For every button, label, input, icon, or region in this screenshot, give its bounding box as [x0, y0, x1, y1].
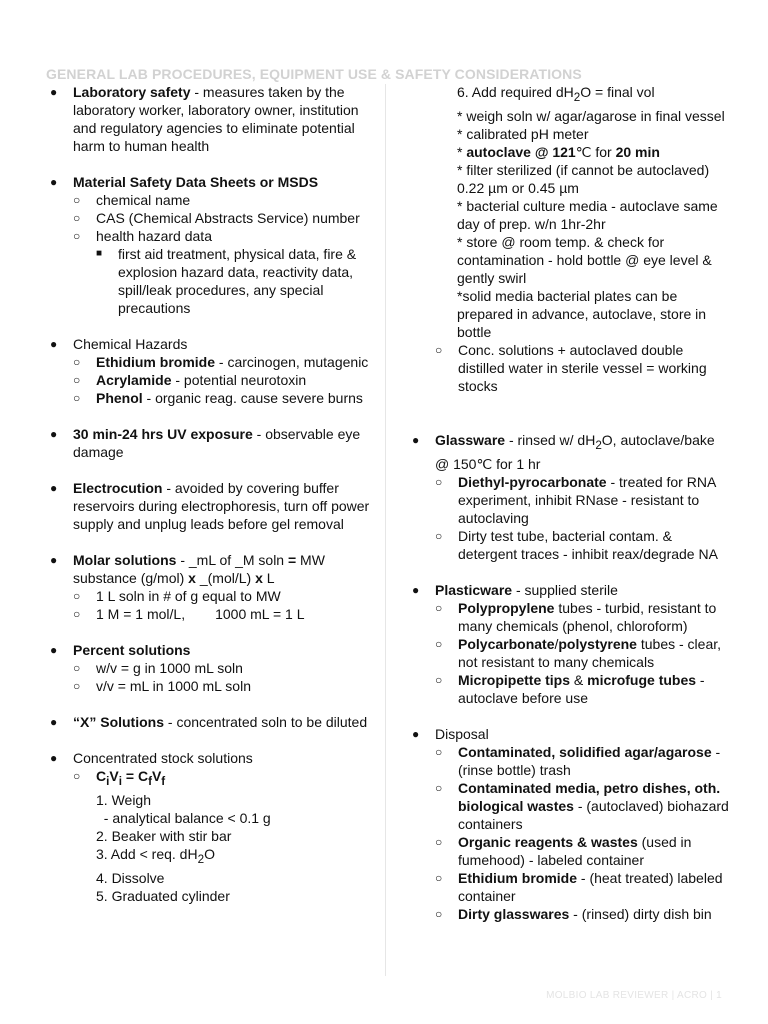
- list-item: ○ w/v = g in 1000 mL soln: [73, 660, 243, 676]
- bullet-dot-icon: ●: [50, 481, 58, 495]
- column-divider: [385, 84, 386, 976]
- list-item: ○ Polycarbonate/polystyrene tubes - clear, not resistant to many chemicals: [435, 635, 722, 670]
- stock-solutions-item: ● Concentrated stock solutions ○ $C_iV_i = C_fV_f$ 1. Weigh - analytical balance < 0.1 g 2. Beaker with stir bar 3. Add < req. $dH_2O$ 4. Dissolve 5. Graduated cylinder: [50, 749, 372, 905]
- page-title: GENERAL LAB PROCEDURES, EQUIPMENT USE & SAFETY CONSIDERATIONS: [46, 66, 582, 82]
- step: 5. Graduated cylinder: [96, 887, 230, 904]
- list-item: ○ Polypropylene tubes - turbid, resistant to many chemicals (phenol, chloroform): [435, 599, 717, 634]
- molar-solutions-item: ● Molar solutions - _mL of _M soln = MW substance (g/mol) x _(mol/L) x L ○ 1 L soln in # of g equal to MW ○ 1 M = 1 mol/L, 1000 mL = 1 L: [50, 551, 372, 623]
- list-item: ○ Ethidium bromide - carcinogen, mutagenic: [73, 354, 369, 370]
- list-item: ○ Phenol - organic reag. cause severe burns: [73, 390, 363, 406]
- list-item: ○ Organic reagents & wastes (used in fumehood) - labeled container: [435, 833, 692, 868]
- list-item: ○ Dirty test tube, bacterial contam. & detergent traces - inhibit reax/degrade NA: [435, 527, 718, 562]
- bullet-dot-icon: ●: [50, 643, 58, 657]
- disposal-item: ● Disposal ○ Contaminated, solidified agar/agarose - (rinse bottle) trash ○ Contaminated media, petro dishes, oth. biological wastes - (autoclaved) biohazard containers ○ Organic reagents & wastes (used in fumehood) - labeled container ○ Ethidium bromide - (heat treated) labeled container ○ Dirty glasswares - (rinsed) dirty dish bin: [412, 725, 732, 923]
- list-item: ○ Ethidium bromide - (heat treated) labeled container: [435, 869, 723, 904]
- bullet-dot-icon: ●: [50, 751, 58, 765]
- list-item: ○ v/v = mL in 1000 mL soln: [73, 678, 251, 694]
- term: Laboratory safety: [73, 84, 191, 100]
- bullet-square-icon: ■: [96, 248, 103, 259]
- note: * store @ room temp. & check for contamination - hold bottle @ eye level & gently swirl: [457, 233, 712, 286]
- percent-solutions-item: ● Percent solutions ○ w/v = g in 1000 mL soln ○ v/v = mL in 1000 mL soln: [50, 641, 372, 695]
- electrocution-item: ● Electrocution - avoided by covering buffer reservoirs during electrophoresis, turn off power supply and unplug leads before gel removal: [50, 480, 370, 532]
- uv-item: ● 30 min-24 hrs UV exposure - observable eye damage: [50, 426, 361, 460]
- left-column: [50, 83, 372, 905]
- formula: ○ $C_iV_i = C_fV_f$ 1. Weigh - analytical balance < 0.1 g 2. Beaker with stir bar 3. Add < req. $dH_2O$ 4. Dissolve 5. Graduated cylinder: [73, 767, 372, 905]
- note: * autoclave @ 121℃ for 20 min: [457, 143, 660, 160]
- bullet-circle-icon: ○: [435, 672, 443, 687]
- list-item: ○ Dirty glasswares - (rinsed) dirty dish bin: [435, 905, 712, 922]
- plasticware-item: ● Plasticware - supplied sterile ○ Polypropylene tubes - turbid, resistant to many chemicals (phenol, chloroform) ○ Polycarbonate/polystyrene tubes - clear, not resistant to many chemicals ○ Micropipette tips & microfuge tubes - autoclave before use: [412, 581, 732, 707]
- list-item: ○ CAS (Chemical Abstracts Service) number: [73, 210, 360, 226]
- msds-item: [50, 173, 372, 317]
- note: * weigh soln w/ agar/agarose in final vessel: [457, 107, 725, 124]
- chemical-hazards-item: ● Chemical Hazards ○ Ethidium bromide - carcinogen, mutagenic ○ Acrylamide - potential neurotoxin ○ Phenol - organic reag. cause severe burns: [50, 335, 372, 407]
- bullet-circle-icon: ○: [435, 906, 443, 921]
- step: 6. Add required $dH_2O$ = final vol: [457, 84, 655, 104]
- bullet-circle-icon: ○: [73, 769, 81, 783]
- bullet-circle-icon: ○: [73, 661, 81, 675]
- bullet-circle-icon: ○: [73, 193, 81, 207]
- bullet-dot-icon: ●: [50, 715, 58, 729]
- desc: - measures taken by the laboratory worker, laboratory owner, institution and regulatory agencies to eliminate potential harm to human health: [73, 84, 359, 154]
- list-item: ○ Acrylamide - potential neurotoxin: [73, 372, 307, 388]
- note: * calibrated pH meter: [457, 125, 589, 142]
- list-item: ○ chemical name: [73, 192, 191, 208]
- bullet-circle-icon: ○: [435, 870, 443, 885]
- bullet-circle-icon: ○: [73, 229, 81, 243]
- list-item: ○ Contaminated media, petro dishes, oth. biological wastes - (autoclaved) biohazard containers: [435, 779, 729, 832]
- bullet-circle-icon: ○: [435, 474, 443, 489]
- bullet-dot-icon: ●: [50, 175, 58, 189]
- right-column: [412, 83, 732, 923]
- list-item: ○ 1 M = 1 mol/L, 1000 mL = 1 L: [73, 606, 305, 622]
- bullet-dot-icon: ●: [50, 553, 58, 567]
- bullet-circle-icon: ○: [73, 373, 81, 387]
- list-item: ○ Micropipette tips & microfuge tubes - autoclave before use: [435, 671, 705, 706]
- bullet-circle-icon: ○: [73, 607, 81, 621]
- bullet-dot-icon: ●: [50, 427, 58, 441]
- note: * bacterial culture media - autoclave same day of prep. w/n 1hr-2hr: [457, 197, 718, 232]
- bullet-dot-icon: ●: [412, 432, 420, 447]
- term: Material Safety Data Sheets or MSDS: [73, 174, 319, 190]
- stock-steps-continued: [412, 83, 732, 341]
- list-item: ■ first aid treatment, physical data, fire & explosion hazard data, reactivity data, spill/leak procedures, any special precautions: [96, 246, 357, 316]
- bullet-circle-icon: ○: [435, 600, 443, 615]
- bullet-dot-icon: ●: [50, 85, 58, 99]
- glassware-item: ● Glassware - rinsed w/ $dH_2O$, autoclave/bake @ 150℃ for 1 hr ○ Diethyl-pyrocarbonate - treated for RNA experiment, inhibit RNase - resistant to autoclaving ○ Dirty test tube, bacterial contam. & detergent traces - inhibit reax/degrade NA: [412, 431, 732, 563]
- list-item: ○ Contaminated, solidified agar/agarose - (rinse bottle) trash: [435, 743, 721, 778]
- step: 4. Dissolve: [96, 869, 165, 886]
- note: * filter sterilized (if cannot be autoclaved) 0.22 µm or 0.45 µm: [457, 161, 710, 196]
- step: 3. Add < req. $dH_2O$: [96, 845, 215, 866]
- bullet-circle-icon: ○: [435, 834, 443, 849]
- note: *solid media bacterial plates can be prepared in advance, autoclave, store in bottle: [457, 287, 707, 340]
- lab-safety-item: [50, 83, 372, 155]
- step: - analytical balance < 0.1 g: [96, 809, 271, 826]
- bullet-circle-icon: ○: [73, 589, 81, 603]
- list-item: ○ 1 L soln in # of g equal to MW: [73, 588, 281, 604]
- bullet-dot-icon: ●: [412, 582, 420, 597]
- bullet-circle-icon: ○: [73, 391, 81, 405]
- list-item: ○ Diethyl-pyrocarbonate - treated for RNA experiment, inhibit RNase - resistant to autoclaving: [435, 473, 716, 526]
- bullet-circle-icon: ○: [73, 211, 81, 225]
- bullet-circle-icon: ○: [435, 780, 443, 795]
- bullet-dot-icon: ●: [412, 726, 420, 741]
- list-item: ○ Conc. solutions + autoclaved double distilled water in sterile vessel = working stocks: [435, 341, 707, 394]
- bullet-circle-icon: ○: [435, 636, 443, 651]
- bullet-circle-icon: ○: [435, 342, 443, 357]
- step: 1. Weigh: [96, 791, 151, 808]
- bullet-dot-icon: ●: [50, 337, 58, 351]
- bullet-circle-icon: ○: [73, 355, 81, 369]
- bullet-circle-icon: ○: [435, 744, 443, 759]
- step: 2. Beaker with stir bar: [96, 827, 232, 844]
- list-item: ○ health hazard data ■ first aid treatment, physical data, fire & explosion hazard data, reactivity data, spill/leak procedures, any special precautions: [73, 227, 372, 317]
- bullet-circle-icon: ○: [435, 528, 443, 543]
- bullet-circle-icon: ○: [73, 679, 81, 693]
- page-footer: MOLBIO LAB REVIEWER | ACRO | 1: [546, 990, 722, 1001]
- x-solutions-item: ● “X” Solutions - concentrated soln to be diluted: [50, 714, 368, 730]
